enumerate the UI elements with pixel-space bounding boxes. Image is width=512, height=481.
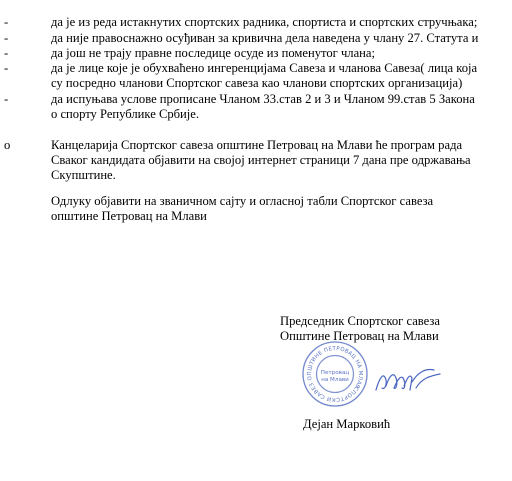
signer-name: Дејан Марковић xyxy=(303,417,391,431)
bullet-marker: - xyxy=(4,61,9,75)
official-stamp xyxy=(301,340,369,408)
paragraph-line: Канцеларија Спортског савеза општине Петровац на Млави ће програм рада xyxy=(51,138,463,152)
bullet-marker: - xyxy=(4,15,9,29)
svg-text:СПОРТСКИ САВЕЗ ОПШТИНЕ ПЕТРОВА: СПОРТСКИ САВЕЗ ОПШТИНЕ ПЕТРОВАЦ НА МЛАВИ xyxy=(306,345,364,403)
requirement-text: да није правоснажно осуђиван за кривична дела наведена у члану 27. Статута и xyxy=(51,31,479,45)
requirement-text: су посредно чланови Спортског савеза као чланови спортских организација) xyxy=(51,76,463,90)
paragraph-line: општине Петровац на Млави xyxy=(51,209,207,224)
bullet-marker: - xyxy=(4,92,9,106)
requirement-text: о спорту Републике Србије. xyxy=(51,107,200,121)
requirement-text: да испуњава услове прописане Чланом 33.став 2 и 3 и Чланом 99.став 5 Закона xyxy=(51,92,475,106)
signer-position: Председник Спортског савеза xyxy=(280,314,440,328)
bullet-marker: - xyxy=(4,31,9,45)
requirement-text: да још не трају правне последице осуде из поменутог члана; xyxy=(51,46,375,60)
requirement-text: да је из реда истакнутих спортских радника, спортиста и спортских стручњака; xyxy=(51,15,478,29)
requirement-text: да је лице које је обухваћено ингеренцијама Савеза и чланова Савеза( лица која xyxy=(51,61,478,75)
paragraph-marker: о xyxy=(4,138,11,152)
svg-text:Петровац: Петровац xyxy=(320,370,350,376)
bullet-marker: - xyxy=(4,46,9,60)
paragraph-line: Одлуку објавити на званичном сајту и огласној табли Спортског савеза xyxy=(51,194,434,208)
svg-text:на Млави: на Млави xyxy=(321,377,349,383)
paragraph-line: Сваког кандидата објавити на својој интернет страници 7 дана пре одржавања xyxy=(51,153,471,167)
signer-organization: Општине Петровац на Млави xyxy=(280,329,439,344)
publication-paragraph xyxy=(51,194,501,225)
handwritten-signature xyxy=(372,366,444,396)
paragraph-line: Скупштине. xyxy=(51,168,116,182)
